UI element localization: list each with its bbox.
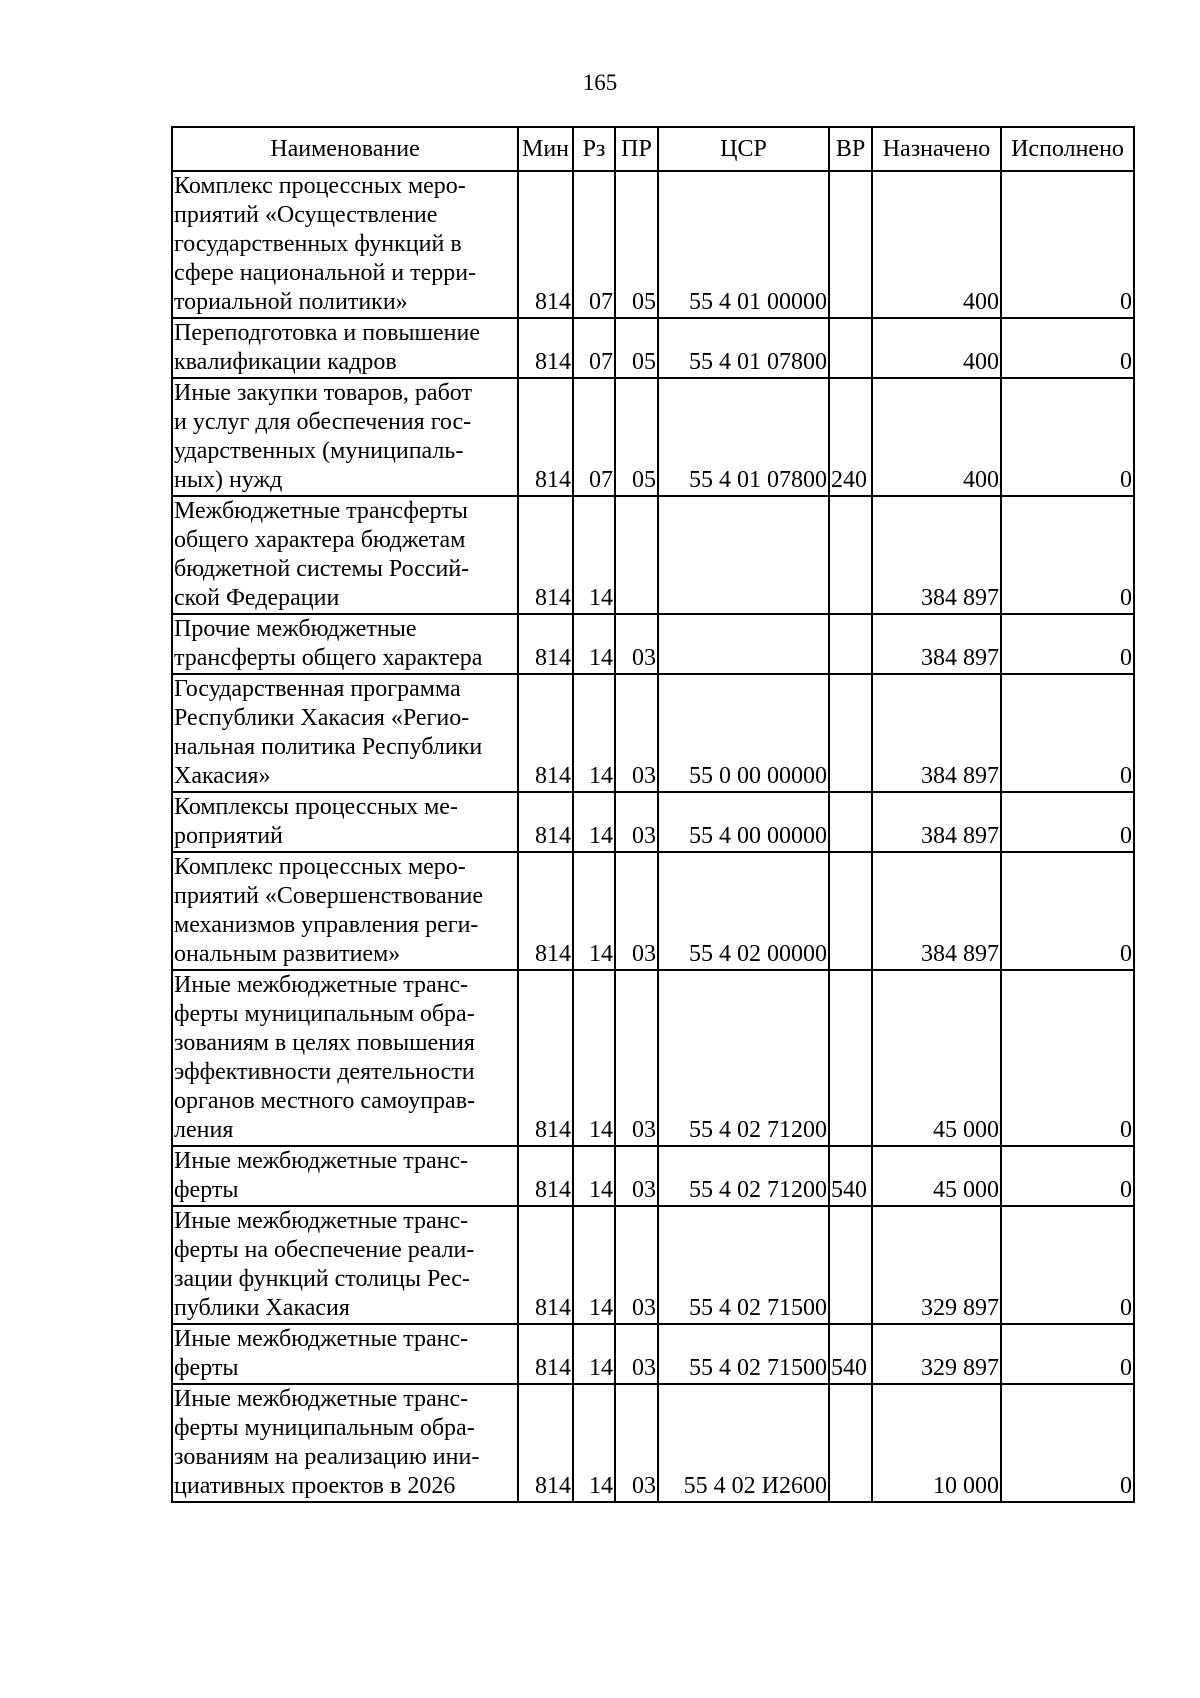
- table-body: [172, 171, 1134, 1502]
- page-number: 165: [582, 70, 618, 95]
- row-min-cell: 814: [518, 674, 573, 792]
- row-pr-cell: 05: [615, 318, 658, 378]
- row-name-line: Иные межбюджетные транс-: [174, 972, 469, 998]
- header-row: [172, 127, 1134, 171]
- row-pr-cell: 03: [615, 614, 658, 674]
- row-pr-cell: 03: [615, 852, 658, 970]
- row-pr-cell: [615, 496, 658, 614]
- row-assigned-cell: 329 897: [872, 1206, 1001, 1324]
- row-vr-cell: 540: [829, 1324, 872, 1384]
- row-name-line: публики Хакасия: [174, 1295, 350, 1321]
- row-csr-cell: 55 4 01 07800: [658, 318, 829, 378]
- row-name-line: Иные межбюджетные транс-: [174, 1386, 469, 1412]
- row-assigned-cell: 400: [872, 171, 1001, 318]
- table-row: [172, 171, 1134, 318]
- row-rz-cell: 07: [573, 171, 615, 318]
- row-assigned-cell: 384 897: [872, 614, 1001, 674]
- header-pr: ПР: [615, 127, 658, 171]
- row-name-cell: [172, 614, 518, 674]
- row-executed-cell: 0: [1001, 792, 1134, 852]
- row-name-line: государственных функций в: [174, 231, 462, 257]
- row-rz-cell: 14: [573, 1384, 615, 1502]
- row-csr-cell: 55 4 01 07800: [658, 378, 829, 496]
- row-vr-cell: [829, 496, 872, 614]
- row-csr-cell: 55 4 02 И2600: [658, 1384, 829, 1502]
- row-assigned-cell: 10 000: [872, 1384, 1001, 1502]
- row-min-cell: 814: [518, 852, 573, 970]
- row-assigned-cell: 400: [872, 318, 1001, 378]
- row-min-cell: 814: [518, 970, 573, 1146]
- row-name-cell: [172, 496, 518, 614]
- row-name-line: сфере национальной и терри-: [174, 260, 477, 286]
- row-name-cell: [172, 171, 518, 318]
- row-vr-cell: 540: [829, 1146, 872, 1206]
- row-name-cell: [172, 792, 518, 852]
- table-row: [172, 318, 1134, 378]
- table-row: [172, 1206, 1134, 1324]
- row-pr-cell: 03: [615, 792, 658, 852]
- row-pr-cell: 03: [615, 674, 658, 792]
- row-pr-cell: 05: [615, 171, 658, 318]
- row-rz-cell: 14: [573, 614, 615, 674]
- row-pr-cell: 03: [615, 1206, 658, 1324]
- row-rz-cell: 14: [573, 1146, 615, 1206]
- row-csr-cell: 55 4 01 00000: [658, 171, 829, 318]
- row-executed-cell: 0: [1001, 171, 1134, 318]
- row-executed-cell: 0: [1001, 1206, 1134, 1324]
- row-rz-cell: 14: [573, 496, 615, 614]
- row-name-cell: [172, 1324, 518, 1384]
- row-assigned-cell: 329 897: [872, 1324, 1001, 1384]
- row-assigned-cell: 384 897: [872, 852, 1001, 970]
- row-vr-cell: [829, 1384, 872, 1502]
- row-pr-cell: 03: [615, 1146, 658, 1206]
- row-csr-cell: 55 4 02 71500: [658, 1324, 829, 1384]
- row-rz-cell: 14: [573, 792, 615, 852]
- row-rz-cell: 07: [573, 318, 615, 378]
- row-csr-cell: 55 4 02 00000: [658, 852, 829, 970]
- row-name-line: приятий «Совершенствование: [174, 883, 484, 909]
- row-rz-cell: 14: [573, 1324, 615, 1384]
- table-row: [172, 792, 1134, 852]
- row-name-line: ской Федерации: [174, 585, 340, 611]
- table-row: [172, 496, 1134, 614]
- row-executed-cell: 0: [1001, 496, 1134, 614]
- row-name-line: Комплексы процессных ме-: [174, 794, 458, 820]
- row-min-cell: 814: [518, 1324, 573, 1384]
- row-name-cell: [172, 1206, 518, 1324]
- row-rz-cell: 14: [573, 852, 615, 970]
- row-vr-cell: [829, 614, 872, 674]
- row-name-line: Иные закупки товаров, работ: [174, 380, 472, 406]
- header-executed: Исполнено: [1001, 127, 1134, 171]
- row-name-line: ональным развитием»: [174, 941, 401, 967]
- row-name-line: общего характера бюджетам: [174, 527, 466, 553]
- row-vr-cell: [829, 171, 872, 318]
- row-name-line: трансферты общего характера: [174, 645, 483, 671]
- row-csr-cell: 55 0 00 00000: [658, 674, 829, 792]
- row-csr-cell: 55 4 02 71200: [658, 1146, 829, 1206]
- row-pr-cell: 03: [615, 1384, 658, 1502]
- row-name-line: эффективности деятельности: [174, 1059, 475, 1085]
- table-row: [172, 614, 1134, 674]
- row-vr-cell: 240: [829, 378, 872, 496]
- row-executed-cell: 0: [1001, 674, 1134, 792]
- row-name-cell: [172, 674, 518, 792]
- row-name-line: Переподготовка и повышение: [174, 320, 480, 346]
- row-assigned-cell: 45 000: [872, 1146, 1001, 1206]
- row-executed-cell: 0: [1001, 378, 1134, 496]
- row-csr-cell: [658, 614, 829, 674]
- row-name-line: Прочие межбюджетные: [174, 616, 417, 642]
- header-assigned: Назначено: [872, 127, 1001, 171]
- row-name-cell: [172, 970, 518, 1146]
- row-min-cell: 814: [518, 318, 573, 378]
- row-assigned-cell: 400: [872, 378, 1001, 496]
- row-csr-cell: 55 4 02 71500: [658, 1206, 829, 1324]
- row-name-line: ферты муниципальным обра-: [174, 1001, 475, 1027]
- row-name-cell: [172, 378, 518, 496]
- row-csr-cell: 55 4 02 71200: [658, 970, 829, 1146]
- row-executed-cell: 0: [1001, 970, 1134, 1146]
- row-name-line: квалификации кадров: [174, 349, 397, 375]
- row-name-line: ных) нужд: [174, 467, 283, 493]
- table-row: [172, 970, 1134, 1146]
- row-rz-cell: 07: [573, 378, 615, 496]
- row-name-line: ферты: [174, 1355, 239, 1381]
- row-executed-cell: 0: [1001, 614, 1134, 674]
- budget-table: [171, 126, 1135, 1503]
- row-executed-cell: 0: [1001, 318, 1134, 378]
- row-name-cell: [172, 1146, 518, 1206]
- row-min-cell: 814: [518, 171, 573, 318]
- row-name-line: Республики Хакасия «Регио-: [174, 705, 470, 731]
- row-rz-cell: 14: [573, 1206, 615, 1324]
- row-vr-cell: [829, 852, 872, 970]
- row-name-line: бюджетной системы Россий-: [174, 556, 470, 582]
- row-name-line: ферты: [174, 1177, 239, 1203]
- header-name: Наименование: [172, 127, 518, 171]
- row-name-line: циативных проектов в 2026: [174, 1473, 456, 1499]
- row-name-line: нальная политика Республики: [174, 734, 483, 760]
- row-assigned-cell: 384 897: [872, 496, 1001, 614]
- row-name-cell: [172, 318, 518, 378]
- row-name-line: Комплекс процессных меро-: [174, 173, 466, 199]
- row-pr-cell: 03: [615, 970, 658, 1146]
- row-name-line: Иные межбюджетные транс-: [174, 1148, 469, 1174]
- row-assigned-cell: 384 897: [872, 792, 1001, 852]
- row-vr-cell: [829, 970, 872, 1146]
- row-name-line: Иные межбюджетные транс-: [174, 1208, 469, 1234]
- table-row: [172, 1146, 1134, 1206]
- row-name-cell: [172, 852, 518, 970]
- row-vr-cell: [829, 1206, 872, 1324]
- row-rz-cell: 14: [573, 674, 615, 792]
- row-vr-cell: [829, 674, 872, 792]
- row-min-cell: 814: [518, 614, 573, 674]
- row-name-line: роприятий: [174, 823, 283, 849]
- header-rz: Рз: [573, 127, 615, 171]
- row-executed-cell: 0: [1001, 852, 1134, 970]
- row-name-line: приятий «Осуществление: [174, 202, 438, 228]
- row-pr-cell: 03: [615, 1324, 658, 1384]
- row-executed-cell: 0: [1001, 1324, 1134, 1384]
- row-pr-cell: 05: [615, 378, 658, 496]
- row-name-line: механизмов управления реги-: [174, 912, 479, 938]
- row-executed-cell: 0: [1001, 1384, 1134, 1502]
- row-min-cell: 814: [518, 378, 573, 496]
- row-name-line: и услуг для обеспечения гос-: [174, 409, 472, 435]
- row-name-line: ударственных (муниципаль-: [174, 438, 464, 464]
- row-name-line: органов местного самоуправ-: [174, 1088, 476, 1114]
- table-row: [172, 1384, 1134, 1502]
- row-name-line: Государственная программа: [174, 676, 461, 702]
- row-min-cell: 814: [518, 1206, 573, 1324]
- row-min-cell: 814: [518, 792, 573, 852]
- row-name-line: Комплекс процессных меро-: [174, 854, 466, 880]
- row-name-line: зованиям на реализацию ини-: [174, 1444, 480, 1470]
- table-row: [172, 674, 1134, 792]
- row-csr-cell: 55 4 00 00000: [658, 792, 829, 852]
- row-name-line: ферты муниципальным обра-: [174, 1415, 475, 1441]
- row-name-line: Хакасия»: [174, 763, 271, 789]
- row-name-line: зации функций столицы Рес-: [174, 1266, 470, 1292]
- row-name-line: ления: [174, 1117, 234, 1143]
- row-name-cell: [172, 1384, 518, 1502]
- row-name-line: ториальной политики»: [174, 289, 408, 315]
- row-min-cell: 814: [518, 1146, 573, 1206]
- row-vr-cell: [829, 792, 872, 852]
- header-csr: ЦСР: [658, 127, 829, 171]
- row-executed-cell: 0: [1001, 1146, 1134, 1206]
- table-row: [172, 852, 1134, 970]
- table-row: [172, 1324, 1134, 1384]
- header-vr: ВР: [829, 127, 872, 171]
- row-csr-cell: [658, 496, 829, 614]
- row-assigned-cell: 45 000: [872, 970, 1001, 1146]
- table-row: [172, 378, 1134, 496]
- row-assigned-cell: 384 897: [872, 674, 1001, 792]
- row-min-cell: 814: [518, 1384, 573, 1502]
- row-name-line: зованиям в целях повышения: [174, 1030, 475, 1056]
- row-vr-cell: [829, 318, 872, 378]
- row-name-line: Межбюджетные трансферты: [174, 498, 468, 524]
- header-min: Мин: [518, 127, 573, 171]
- row-name-line: Иные межбюджетные транс-: [174, 1326, 469, 1352]
- row-min-cell: 814: [518, 496, 573, 614]
- row-name-line: ферты на обеспечение реали-: [174, 1237, 475, 1263]
- row-rz-cell: 14: [573, 970, 615, 1146]
